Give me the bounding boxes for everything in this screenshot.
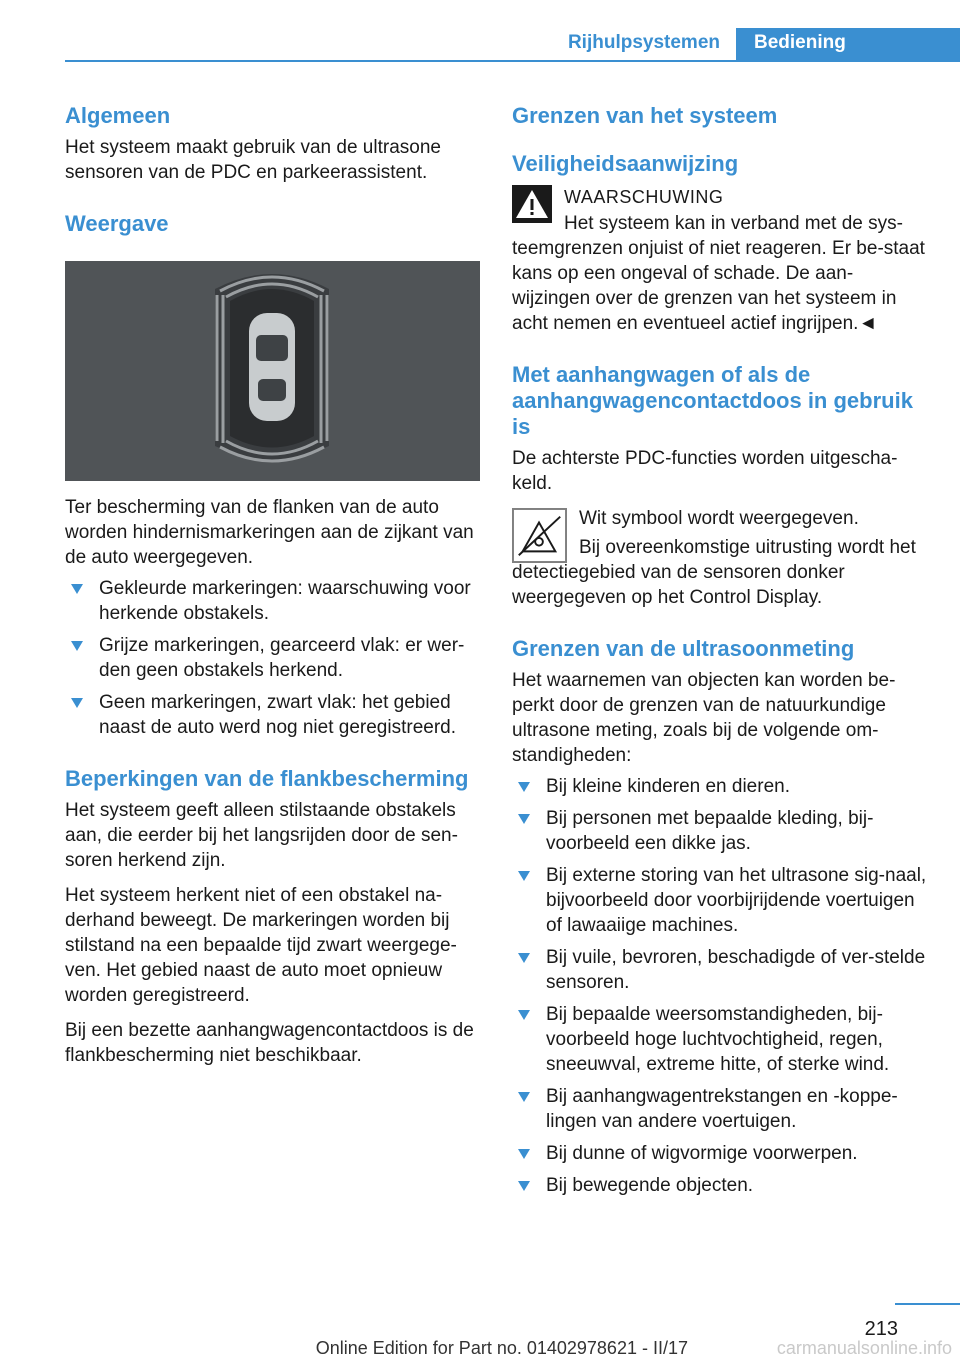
heading-veiligheidsaanwijzing: Veiligheidsaanwijzing <box>512 151 739 176</box>
trailer-symbol-text: Wit symbool wordt weergegeven. <box>579 508 859 529</box>
list-item: Gekleurde markeringen: waarschuwing voor herkende obstakels. <box>65 576 480 626</box>
list-item: Bij aanhangwagentrekstangen en -koppe-lingen van andere voertuigen. <box>512 1084 930 1134</box>
triangle-bullet-icon <box>71 641 83 651</box>
list-item: Bij bewegende objecten. <box>512 1173 930 1198</box>
triangle-bullet-icon <box>518 871 530 881</box>
list-item: Geen markeringen, zwart vlak: het gebied naast de auto werd nog niet geregistreerd. <box>65 690 480 740</box>
footer-rule <box>895 1303 960 1305</box>
aanhangwagen-text-1: De achterste PDC-functies worden uitgescha-keld. <box>512 448 898 494</box>
triangle-bullet-icon <box>518 1149 530 1159</box>
aanhangwagen-text-2: Bij overeenkomstige uitrusting wordt het detectiegebied van de sensoren donker weergegeven op het Control Display. <box>512 537 916 608</box>
heading-weergave: Weergave <box>65 211 169 236</box>
right-column <box>512 103 930 1205</box>
page-number: 213 <box>864 1318 898 1340</box>
heading-aanhangwagen: Met aanhangwagen of als de aanhangwagencontactdoos in gebruik is <box>512 362 913 439</box>
list-item: Grijze markeringen, gearceerd vlak: er wer-den geen obstakels herkend. <box>65 633 480 683</box>
triangle-bullet-icon <box>518 1181 530 1191</box>
algemeen-text: Het systeem maakt gebruik van de ultrasone sensoren van de PDC en parkeerassistent. <box>65 137 441 183</box>
car-top-view-icon <box>65 261 480 481</box>
triangle-bullet-icon <box>518 782 530 792</box>
heading-algemeen: Algemeen <box>65 103 171 128</box>
heading-beperkingen: Beperkingen van de flankbescherming <box>65 766 469 791</box>
pdc-display-figure <box>65 261 480 481</box>
header-chapter-tab: Bediening <box>736 28 960 62</box>
warning-text: Het systeem kan in verband met de sys-teemgrenzen onjuist of niet reageren. Er be-staat kans op een ongeval of schade. De aan-wijzingen over de grenzen van het systeem in acht nemen en eventueel actief ingrijpen.◄ <box>512 213 925 334</box>
beperkingen-text-2: Het systeem herkent niet of een obstakel na-derhand beweegt. De markeringen worden bij stilstand na een bepaalde tijd zwart weergege-ven. Het gebied naast de auto moet opnieuw worden geregistreerd. <box>65 885 457 1006</box>
ultrasoon-list <box>512 774 930 1198</box>
list-item: Bij externe storing van het ultrasone sig-naal, bijvoorbeeld door voorbijrijdende voertuigen of lawaaiige machines. <box>512 863 930 938</box>
triangle-bullet-icon <box>518 814 530 824</box>
warning-label: WAARSCHUWING <box>564 187 724 207</box>
trailer-symbol-block <box>512 506 930 610</box>
beperkingen-text-3: Bij een bezette aanhangwagencontactdoos is de flankbescherming niet beschikbaar. <box>65 1020 474 1066</box>
weergave-list <box>65 576 480 740</box>
list-item: Bij personen met bepaalde kleding, bij-voorbeeld een dikke jas. <box>512 806 930 856</box>
watermark: carmanualsonline.info <box>776 1338 952 1358</box>
weergave-text: Ter bescherming van de flanken van de auto worden hindernismarkeringen aan de zijkant van de auto weergegeven. <box>65 497 474 568</box>
heading-grenzen-systeem: Grenzen van het systeem <box>512 103 778 128</box>
list-item: Bij kleine kinderen en dieren. <box>512 774 930 799</box>
trailer-symbol-icon <box>512 508 567 563</box>
edition-text: Online Edition for Part no. 01402978621 - II/17 <box>315 1338 688 1358</box>
triangle-bullet-icon <box>518 953 530 963</box>
ultrasoon-text: Het waarnemen van objecten kan worden be-perkt door de grenzen van de natuurkundige ultrasone meting, zoals bij de volgende om-standigheden: <box>512 670 896 766</box>
triangle-bullet-icon <box>71 584 83 594</box>
list-item: Bij vuile, bevroren, beschadigde of ver-stelde sensoren. <box>512 945 930 995</box>
warning-triangle-icon <box>512 185 552 223</box>
list-item: Bij dunne of wigvormige voorwerpen. <box>512 1141 930 1166</box>
warning-block <box>512 185 930 209</box>
triangle-bullet-icon <box>518 1092 530 1102</box>
list-item: Bij bepaalde weersomstandigheden, bij-voorbeeld hoge luchtvochtigheid, regen, sneeuwval, extreme hitte, of sterke wind. <box>512 1002 930 1077</box>
triangle-bullet-icon <box>71 698 83 708</box>
triangle-bullet-icon <box>518 1010 530 1020</box>
left-column <box>65 103 480 1078</box>
header-section-title: Rijhulpsystemen <box>567 32 720 53</box>
beperkingen-text-1: Het systeem geeft alleen stilstaande obstakels aan, die eerder bij het langsrijden door de sen-soren herkend zijn. <box>65 800 458 871</box>
heading-ultrasoonmeting: Grenzen van de ultrasoonmeting <box>512 636 855 661</box>
